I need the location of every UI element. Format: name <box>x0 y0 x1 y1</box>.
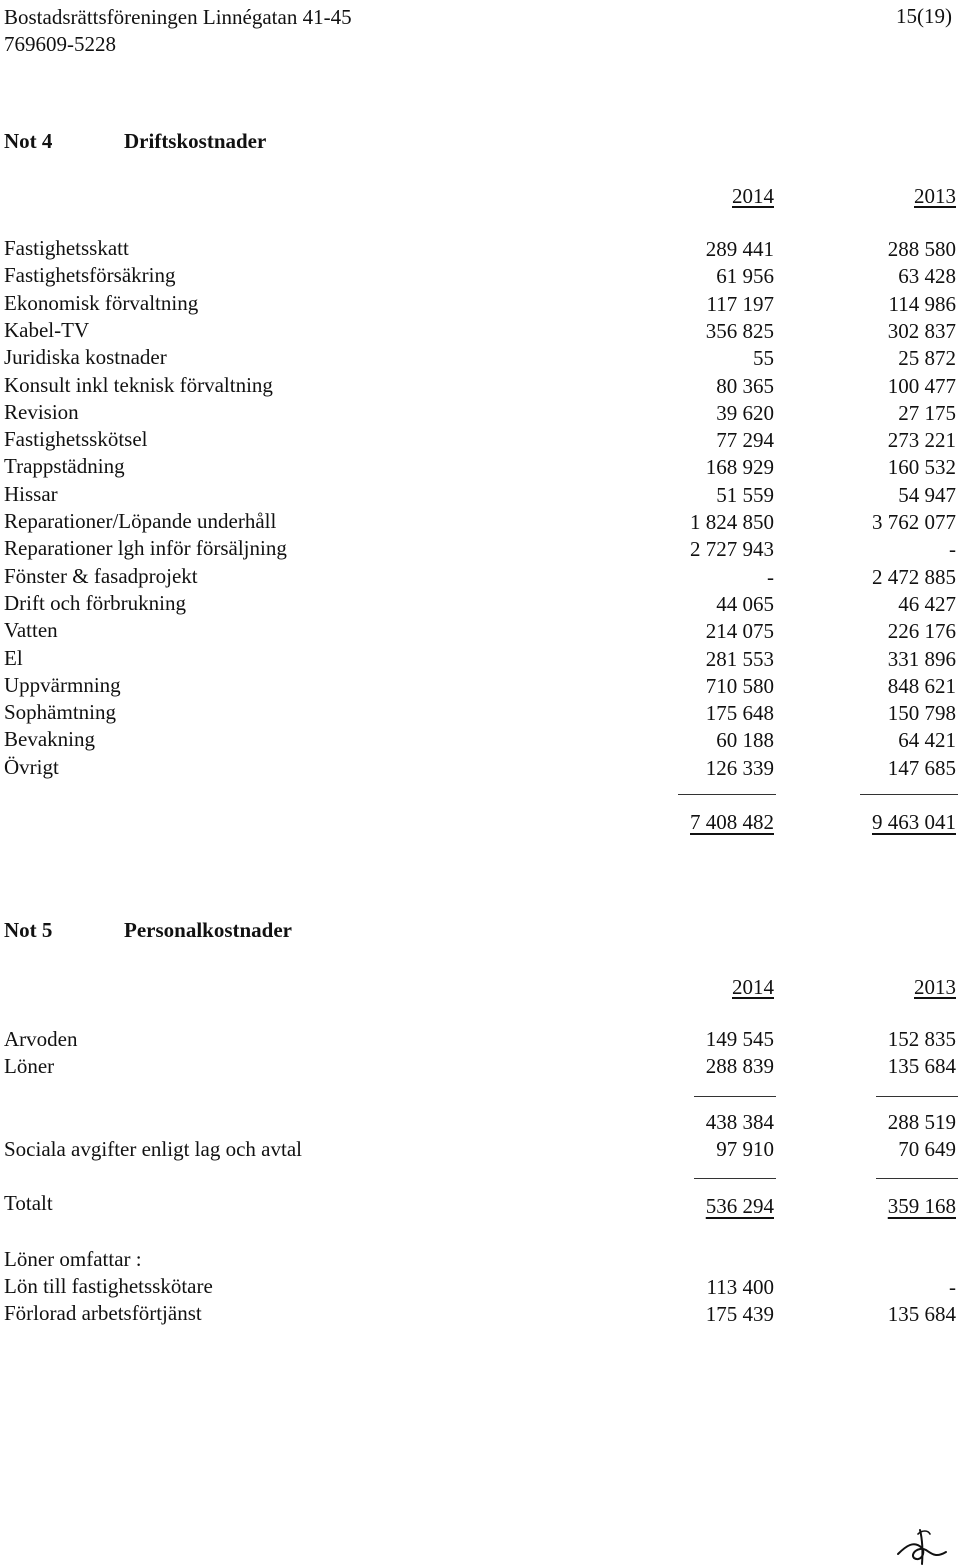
row-label: Lön till fastighetsskötare <box>4 1274 213 1298</box>
value-2013: 63 428 <box>898 264 956 288</box>
value-2013: 3 762 077 <box>872 510 956 534</box>
value-2014: 80 365 <box>716 374 774 398</box>
value-2014: 117 197 <box>706 292 774 316</box>
row-label: Hissar <box>4 482 58 506</box>
signature-initials <box>892 1528 952 1568</box>
row-label: El <box>4 646 23 670</box>
value-2014: 175 439 <box>705 1302 774 1326</box>
note5-year-2013: 2013 <box>914 975 956 999</box>
row-label: Konsult inkl teknisk förvaltning <box>4 373 273 397</box>
value-2013: 2 472 885 <box>872 565 956 589</box>
value-2013: 114 986 <box>888 292 956 316</box>
note5-year-2014: 2014 <box>732 975 774 999</box>
note4-total-2013: 9 463 041 <box>872 810 956 834</box>
loner-omfattar-label: Löner omfattar : <box>4 1247 142 1271</box>
note4-year-2013: 2013 <box>914 184 956 208</box>
row-label: Drift och förbrukning <box>4 591 186 615</box>
note4-sum-rule-2014 <box>678 794 776 795</box>
value-2013: 848 621 <box>887 674 956 698</box>
value-2014: - <box>767 565 774 589</box>
value-2014: 44 065 <box>716 592 774 616</box>
row-label: Revision <box>4 400 79 424</box>
value-2014: 126 339 <box>705 756 774 780</box>
value-2013: 302 837 <box>887 319 956 343</box>
row-label: Fastighetsförsäkring <box>4 263 176 287</box>
value-2013: 70 649 <box>898 1137 956 1161</box>
value-2014: 39 620 <box>716 401 774 425</box>
note5-total-rule-2014 <box>694 1178 776 1179</box>
note5-subtotal-rule-2013 <box>876 1096 958 1097</box>
row-label: Reparationer/Löpande underhåll <box>4 509 277 533</box>
value-2013: 54 947 <box>898 483 956 507</box>
value-2013: 331 896 <box>887 647 956 671</box>
row-label: Fastighetsskötsel <box>4 427 148 451</box>
value-2013: - <box>949 537 956 561</box>
value-2014: 214 075 <box>705 619 774 643</box>
value-2014: 2 727 943 <box>690 537 774 561</box>
value-2014: 51 559 <box>716 483 774 507</box>
value-2014: 1 824 850 <box>690 510 774 534</box>
note4-title: Driftskostnader <box>124 129 267 153</box>
page-number: 15(19) <box>896 4 952 28</box>
row-label: Juridiska kostnader <box>4 345 167 369</box>
note5-subtotal-2013: 288 519 <box>887 1110 956 1134</box>
note4-total-2014: 7 408 482 <box>690 810 774 834</box>
row-label: Vatten <box>4 618 58 642</box>
value-2014: 168 929 <box>705 455 774 479</box>
note5-number: Not 5 <box>4 918 53 942</box>
value-2013: 152 835 <box>887 1027 956 1051</box>
value-2014: 175 648 <box>705 701 774 725</box>
value-2014: 149 545 <box>705 1027 774 1051</box>
row-label: Arvoden <box>4 1027 78 1051</box>
note4-sum-rule-2013 <box>860 794 958 795</box>
value-2013: 100 477 <box>887 374 956 398</box>
note5-total-2014: 536 294 <box>705 1194 774 1218</box>
value-2014: 710 580 <box>705 674 774 698</box>
value-2013: 135 684 <box>887 1302 956 1326</box>
value-2013: 150 798 <box>887 701 956 725</box>
row-label: Fastighetsskatt <box>4 236 129 260</box>
value-2013: 46 427 <box>898 592 956 616</box>
row-label: Bevakning <box>4 727 95 751</box>
value-2014: 60 188 <box>716 728 774 752</box>
org-number: 769609-5228 <box>4 32 116 56</box>
row-label: Fönster & fasadprojekt <box>4 564 198 588</box>
value-2013: 147 685 <box>887 756 956 780</box>
value-2013: 25 872 <box>898 346 956 370</box>
note5-title: Personalkostnader <box>124 918 292 942</box>
value-2014: 289 441 <box>705 237 774 261</box>
row-label: Totalt <box>4 1191 53 1215</box>
note5-subtotal-2014: 438 384 <box>705 1110 774 1134</box>
note4-number: Not 4 <box>4 129 53 153</box>
row-label: Förlorad arbetsförtjänst <box>4 1301 202 1325</box>
row-label: Trappstädning <box>4 454 125 478</box>
value-2013: 160 532 <box>887 455 956 479</box>
note5-subtotal-rule-2014 <box>694 1096 776 1097</box>
row-label: Ekonomisk förvaltning <box>4 291 199 315</box>
row-label: Sociala avgifter enligt lag och avtal <box>4 1137 302 1161</box>
value-2013: 27 175 <box>898 401 956 425</box>
value-2014: 61 956 <box>716 264 774 288</box>
value-2014: 281 553 <box>705 647 774 671</box>
value-2013: 273 221 <box>887 428 956 452</box>
note4-year-2014: 2014 <box>732 184 774 208</box>
value-2014: 97 910 <box>716 1137 774 1161</box>
value-2013: 135 684 <box>887 1054 956 1078</box>
note5-total-rule-2013 <box>876 1178 958 1179</box>
value-2014: 288 839 <box>705 1054 774 1078</box>
header-org <box>4 4 352 58</box>
value-2013: 226 176 <box>887 619 956 643</box>
value-2013: - <box>949 1275 956 1299</box>
row-label: Övrigt <box>4 755 59 779</box>
note5-total-2013: 359 168 <box>887 1194 956 1218</box>
value-2013: 64 421 <box>898 728 956 752</box>
org-name: Bostadsrättsföreningen Linnégatan 41-45 <box>4 5 352 29</box>
value-2014: 356 825 <box>705 319 774 343</box>
row-label: Sophämtning <box>4 700 117 724</box>
row-label: Reparationer lgh inför försäljning <box>4 536 287 560</box>
row-label: Löner <box>4 1054 55 1078</box>
value-2014: 77 294 <box>716 428 774 452</box>
row-label: Kabel-TV <box>4 318 90 342</box>
value-2013: 288 580 <box>887 237 956 261</box>
row-label: Uppvärmning <box>4 673 121 697</box>
value-2014: 55 <box>753 346 774 370</box>
value-2014: 113 400 <box>706 1275 774 1299</box>
